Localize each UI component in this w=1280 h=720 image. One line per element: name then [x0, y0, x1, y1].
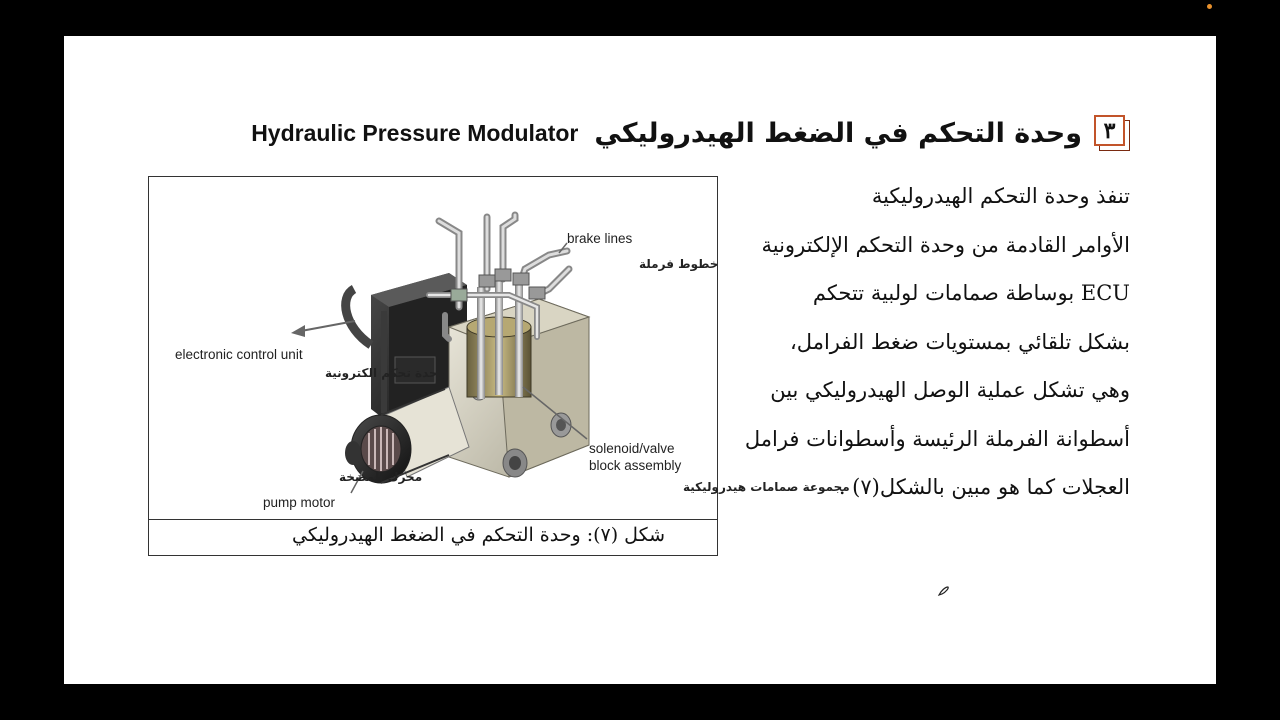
figure-caption-row — [149, 519, 717, 555]
heading-arabic: وحدة التحكم في الضغط الهيدروليكي — [594, 117, 1082, 149]
paragraph-line-2: الأوامر القادمة من وحدة التحكم الإلكترونية — [761, 232, 1130, 257]
section-number-box — [1094, 115, 1130, 151]
figure-hydraulic-modulator — [148, 176, 850, 556]
label-solenoid-en-1: solenoid/valve — [589, 441, 675, 456]
label-ecu-ar: وحدة تحكم الكترونية — [325, 366, 446, 380]
paragraph-line-4: بشكل تلقائي بمستويات ضغط الفرامل، — [790, 329, 1130, 354]
label-pump-ar: محرك المضخة — [339, 470, 423, 484]
figure-caption: شكل (٧): وحدة التحكم في الضغط الهيدروليكي — [292, 524, 665, 546]
section-number: ٣ — [1094, 115, 1125, 146]
section-heading — [251, 110, 1130, 156]
label-solenoid-en-2: block assembly — [589, 458, 682, 473]
paragraph-line-7: العجلات كما هو مبين بالشكل(٧) . — [838, 475, 1130, 499]
ecu-arrow — [291, 321, 355, 337]
indicator-dot — [1207, 4, 1212, 9]
label-brake-lines-ar: خطوط فرملة — [639, 257, 719, 271]
label-ecu-en: electronic control unit — [175, 347, 303, 362]
paragraph-line-1: تنفذ وحدة التحكم الهيدروليكية — [871, 184, 1130, 208]
body-paragraph — [746, 172, 1130, 512]
paragraph-line-5: وهي تشكل عملية الوصل الهيدروليكي بين — [770, 378, 1130, 402]
label-brake-lines-en: brake lines — [567, 231, 633, 246]
slide — [64, 36, 1216, 684]
heading-english: Hydraulic Pressure Modulator — [251, 119, 579, 146]
pen-cursor-icon — [937, 585, 951, 597]
paragraph-line-6: أسطوانة الفرملة الرئيسة وأسطوانات فرامل — [744, 426, 1130, 451]
paragraph-line-3: ECU بوساطة صمامات لولبية تتحكم — [812, 281, 1130, 305]
label-solenoid-ar: مجموعة صمامات هيدروليكية — [683, 480, 850, 494]
modulator-illustration — [149, 177, 850, 519]
label-pump-en: pump motor — [263, 495, 336, 510]
